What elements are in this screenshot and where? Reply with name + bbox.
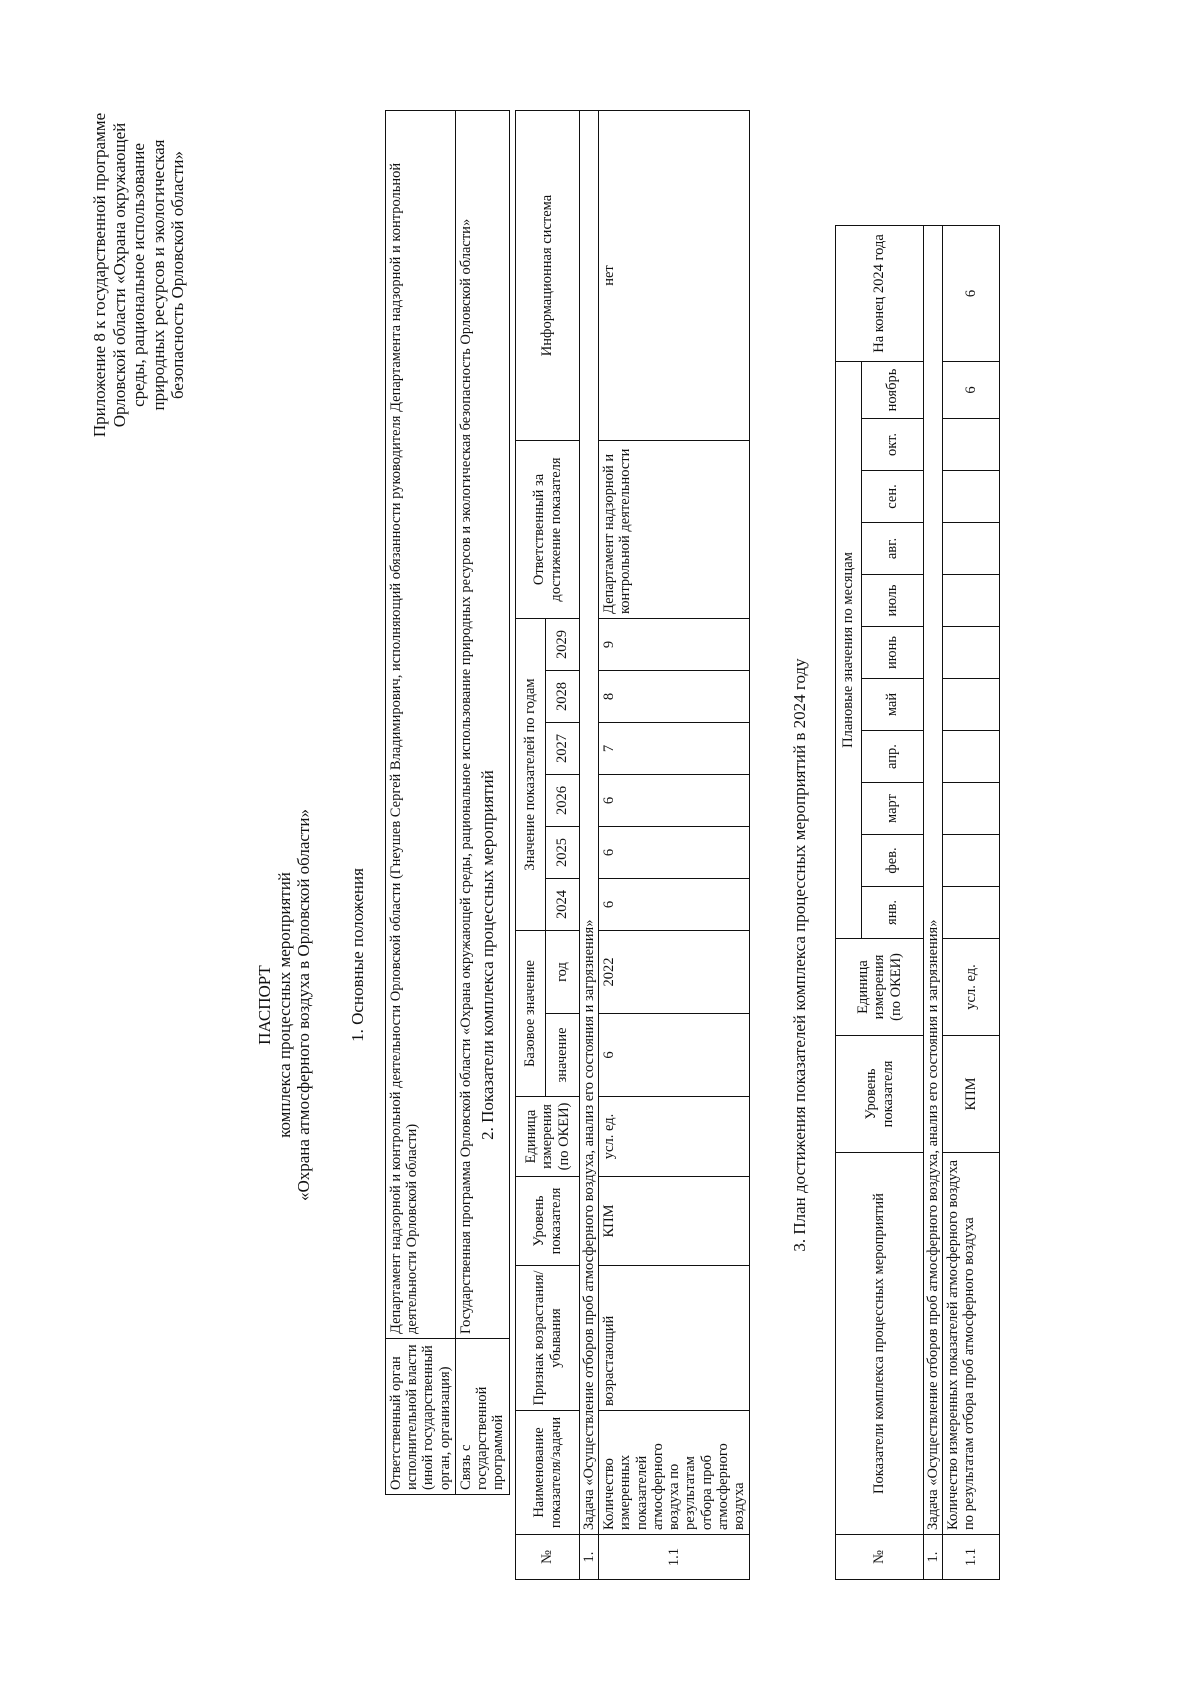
col-level: Уровень показателя <box>836 1036 924 1153</box>
row-label: Ответственный орган исполнительной власти (иной государственный орган, организация) <box>386 1339 456 1495</box>
task-text: Задача «Осуществление отборов проб атмосферного воздуха, анализ его состояния и загрязнения» <box>924 226 943 1535</box>
row-label: Связь с государственной программой <box>455 1339 509 1495</box>
row-name: Количество измеренных показателей атмосферного воздуха по результатам отбора проб атмосферного воздуха <box>943 1153 1000 1535</box>
appendix-line: Орловской области «Охрана окружающей <box>109 122 129 428</box>
row-num: 1.1 <box>943 1535 1000 1580</box>
section2-heading: 2. Показатели комплекса процессных мероприятий <box>478 770 497 1140</box>
table-row <box>599 111 750 1580</box>
header-row <box>836 226 862 1580</box>
col-base-year: год <box>546 931 580 1014</box>
row-unit: усл. ед. <box>943 939 1000 1036</box>
col-months: Плановые значения по месяцам <box>836 362 862 939</box>
col-num: № <box>516 1535 580 1580</box>
row-num: 1.1 <box>599 1535 750 1580</box>
col-base-value: значение <box>546 1014 580 1097</box>
col-year: 2026 <box>546 775 580 827</box>
row-month-value <box>943 471 1000 523</box>
col-month: апр. <box>862 731 924 783</box>
task-row <box>924 226 943 1580</box>
col-year: 2029 <box>546 619 580 671</box>
row-level: КПМ <box>943 1036 1000 1153</box>
row-year-value: 7 <box>599 723 750 775</box>
col-system: Информационная система <box>516 111 580 441</box>
row-month-value <box>943 887 1000 939</box>
row-responsible: Департамент надзорной и контрольной деятельности <box>599 441 750 619</box>
row-year-value: 9 <box>599 619 750 671</box>
row-name: Количество измеренных показателей атмосферного воздуха по результатам отбора проб атмосферного воздуха <box>599 1411 750 1535</box>
section1-heading: 1. Основные положения <box>348 868 367 1042</box>
row-month-value: 6 <box>943 362 1000 419</box>
col-month: июль <box>862 575 924 627</box>
col-years: Значение показателей по годам <box>516 619 546 931</box>
col-month: окт. <box>862 419 924 471</box>
col-name: Показатели комплекса процессных мероприятий <box>836 1153 924 1535</box>
title-line: «Охрана атмосферного воздуха в Орловской области» <box>294 808 314 1202</box>
appendix-line: среды, рациональное использование <box>129 143 149 407</box>
col-month: ноябрь <box>862 362 924 419</box>
row-month-value <box>943 679 1000 731</box>
appendix-note <box>90 110 188 440</box>
row-value: Департамент надзорной и контрольной деятельности Орловской области (Гнеушев Сергей Владимирович, исполняющий обязанности руководителя Департамента надзорной и контрольной деятельности Орловской области) <box>386 111 456 1339</box>
row-base-year: 2022 <box>599 931 750 1014</box>
appendix-line: Приложение 8 к государственной программе <box>90 112 109 438</box>
row-month-value <box>943 731 1000 783</box>
title-line: ПАСПОРТ <box>255 965 274 1045</box>
col-year-end: На конец 2024 года <box>836 226 924 362</box>
col-month: сен. <box>862 471 924 523</box>
appendix-line: природных ресурсов и экологическая <box>148 139 168 411</box>
row-month-value <box>943 575 1000 627</box>
task-row <box>580 111 599 1580</box>
col-year: 2027 <box>546 723 580 775</box>
document-title <box>255 655 314 1355</box>
header-row <box>516 111 546 1580</box>
row-system: нет <box>599 111 750 441</box>
row-month-value <box>943 783 1000 835</box>
row-month-value <box>943 523 1000 575</box>
col-year: 2028 <box>546 671 580 723</box>
col-month: май <box>862 679 924 731</box>
row-level: КПМ <box>599 1177 750 1266</box>
row-year-value: 6 <box>599 827 750 879</box>
col-month: фев. <box>862 835 924 887</box>
row-year-value: 8 <box>599 671 750 723</box>
section3-heading: 3. План достижения показателей комплекса процессных мероприятий в 2024 году <box>790 658 809 1252</box>
col-month: авг. <box>862 523 924 575</box>
col-year: 2025 <box>546 827 580 879</box>
col-level: Уровень показателя <box>516 1177 580 1266</box>
col-name: Наименование показателя/задачи <box>516 1411 580 1535</box>
row-year-value: 6 <box>599 775 750 827</box>
col-year: 2024 <box>546 879 580 931</box>
col-unit: Единица измерения (по ОКЕИ) <box>516 1097 580 1177</box>
row-unit: усл. ед. <box>599 1097 750 1177</box>
row-month-value <box>943 419 1000 471</box>
row-base-value: 6 <box>599 1014 750 1097</box>
col-trend: Признак возрастания/убывания <box>516 1266 580 1411</box>
row-month-value <box>943 627 1000 679</box>
col-month: март <box>862 783 924 835</box>
row-year-end-value: 6 <box>943 226 1000 362</box>
monthly-plan-table <box>835 225 1000 1580</box>
col-month: янв. <box>862 887 924 939</box>
indicators-table <box>515 110 750 1580</box>
col-num: № <box>836 1535 924 1580</box>
task-num: 1. <box>580 1535 599 1580</box>
col-base: Базовое значение <box>516 931 546 1097</box>
task-text: Задача «Осуществление отборов проб атмосферного воздуха, анализ его состояния и загрязнения» <box>580 111 599 1535</box>
col-unit: Единица измерения (по ОКЕИ) <box>836 939 924 1036</box>
appendix-line: безопасность Орловской области» <box>168 150 188 400</box>
row-year-value: 6 <box>599 879 750 931</box>
col-responsible: Ответственный за достижение показателя <box>516 441 580 619</box>
task-num: 1. <box>924 1535 943 1580</box>
row-value: Государственная программа Орловской области «Охрана окружающей среды, рациональное использование природных ресурсов и экологическая безопасность Орловской области» <box>455 111 509 1339</box>
table-row <box>386 111 456 1495</box>
row-trend: возрастающий <box>599 1266 750 1411</box>
col-month: июнь <box>862 627 924 679</box>
title-line: комплекса процессных мероприятий <box>274 872 294 1138</box>
table-row <box>943 226 1000 1580</box>
row-month-value <box>943 835 1000 887</box>
